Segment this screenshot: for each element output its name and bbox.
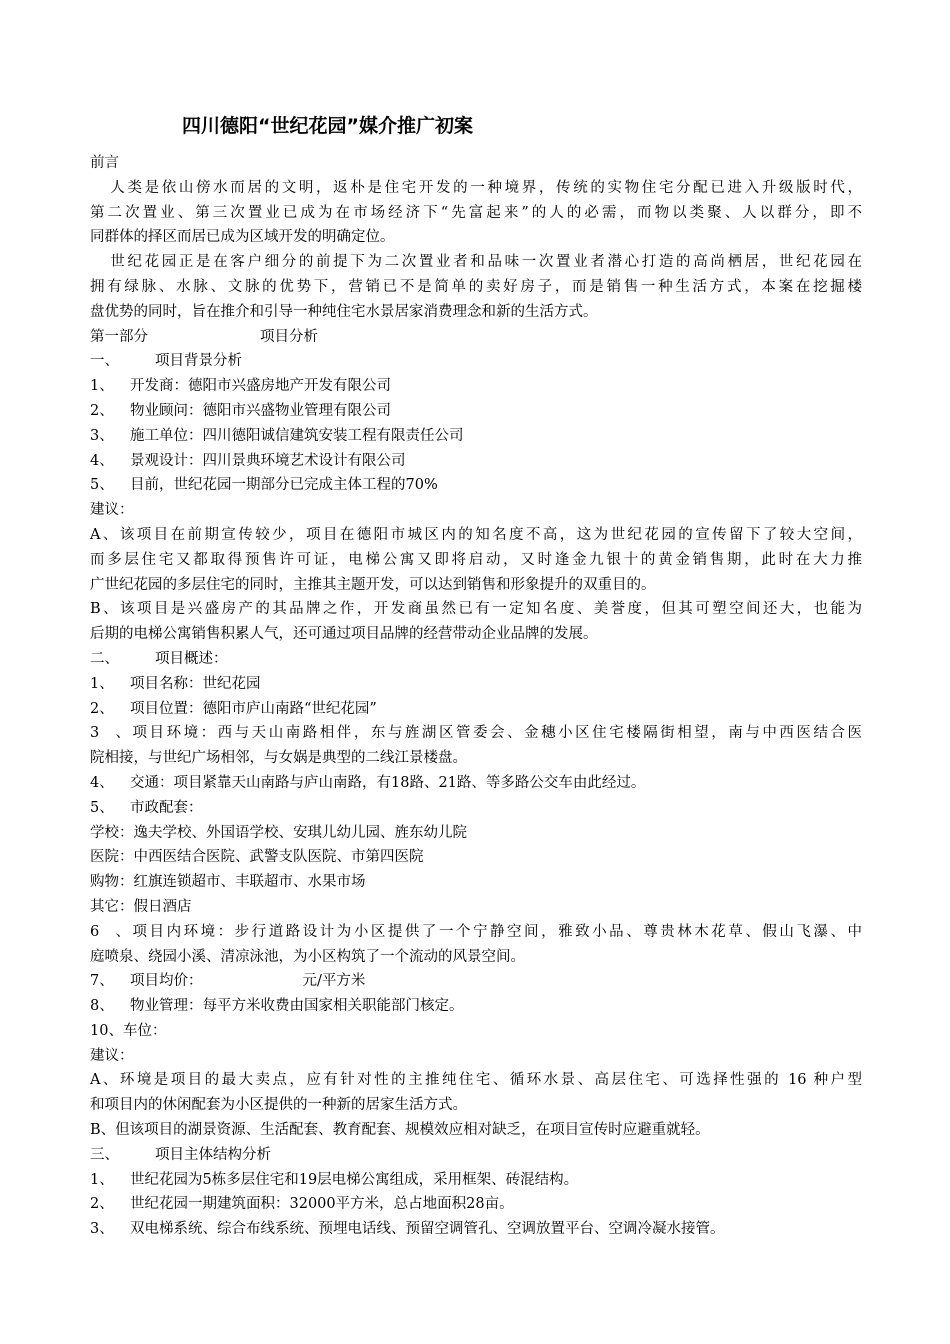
line-text: 同群体的择区而居已成为区域开发的明确定位。 <box>90 229 395 246</box>
text-line <box>90 721 862 746</box>
line-text: 交通：项目紧靠天山南路与庐山南路，有18路、21路、等多路公交车由此经过。 <box>130 774 646 791</box>
text-line <box>90 1093 862 1118</box>
text-line <box>90 1192 862 1217</box>
text-line <box>90 548 862 573</box>
line-number: 5、 <box>90 477 114 494</box>
line-text: 施工单位：四川德阳诚信建筑安装工程有限责任公司 <box>130 427 464 444</box>
line-number: 2、 <box>90 1196 114 1213</box>
line-number: 2、 <box>90 402 114 419</box>
line-number: 3、 <box>90 427 114 444</box>
line-number: 三、 <box>90 1146 119 1163</box>
line-number: 第一部分 <box>90 328 148 345</box>
line-text: 院相接，与世纪广场相邻，与女娲是典型的二线江景楼盘。 <box>90 750 467 767</box>
line-text: 世纪花园为5栋多层住宅和19层电梯公寓组成，采用框架、砖混结构。 <box>130 1171 579 1188</box>
text-line <box>90 424 862 449</box>
text-line <box>90 300 862 325</box>
line-text: 开发商：德阳市兴盛房地产开发有限公司 <box>130 378 391 395</box>
line-text: 市政配套： <box>130 799 203 816</box>
line-text: 项目环境：西与天山南路相伴，东与旌湖区管委会、金穗小区住宅楼隔街相望，南与中西医结合医 <box>130 725 862 742</box>
text-line <box>90 1044 862 1069</box>
line-text: 而多层住宅又都取得预售许可证，电梯公寓又即将启动，又时逢金九银十的黄金销售期，此时在大力推 <box>90 551 862 568</box>
line-text: 人类是依山傍水而居的文明，返朴是住宅开发的一种境界，传统的实物住宅分配已进入升级版时代， <box>110 179 862 196</box>
line-text: 物业管理：每平方米收费由国家相关职能部门核定。 <box>130 998 464 1015</box>
line-number: 3、 <box>90 725 130 742</box>
line-number: 1、 <box>90 675 114 692</box>
line-text: 医院：中西医结合医院、武警支队医院、市第四医院 <box>90 849 424 866</box>
text-line <box>90 969 862 994</box>
line-text: 景观设计：四川景典环境艺术设计有限公司 <box>130 452 406 469</box>
line-text: 后期的电梯公寓销售积累人气，还可通过项目品牌的经营带动企业品牌的发展。 <box>90 626 598 643</box>
text-line <box>90 1217 862 1242</box>
line-text: 项目均价： <box>130 973 203 990</box>
line-text: 第二次置业、第三次置业已成为在市场经济下“先富起来”的人的必需，而物以类聚、人以群分，即不 <box>90 204 862 221</box>
text-line <box>90 399 862 424</box>
line-text: 学校：逸夫学校、外国语学校、安琪儿幼儿园、旌东幼儿院 <box>90 824 467 841</box>
line-text: A、环境是项目的最大卖点，应有针对性的主推纯住宅、循环水景、高层住宅、可选择性强的 16 种户型 <box>90 1072 862 1089</box>
text-line <box>90 994 862 1019</box>
line-text: 项目概述： <box>155 650 228 667</box>
text-line <box>90 449 862 474</box>
text-line <box>90 325 862 350</box>
line-text: A、该项目在前期宣传较少，项目在德阳市城区内的知名度不高，这为世纪花园的宣传留下了较大空间， <box>90 526 862 543</box>
line-text: 购物：红旗连锁超市、丰联超市、水果市场 <box>90 874 366 891</box>
line-text: 前言 <box>90 155 119 171</box>
text-line <box>90 622 862 647</box>
text-line <box>90 1143 862 1168</box>
line-text: 项目主体结构分析 <box>155 1146 271 1163</box>
line-text: 建议： <box>90 502 134 519</box>
line-text: 庭喷泉、绕园小溪、清凉泳池，为小区构筑了一个流动的风景空间。 <box>90 948 525 965</box>
text-line <box>90 821 862 846</box>
text-line <box>90 498 862 523</box>
line-text: 盘优势的同时，旨在推介和引导一种纯住宅水景居家消费理念和新的生活方式。 <box>90 303 598 320</box>
line-text: B、但该项目的湖景资源、生活配套、教育配套、规模效应相对缺乏，在项目宣传时应避重就轻。 <box>90 1122 710 1139</box>
line-number: 4、 <box>90 774 114 791</box>
text-line <box>90 201 862 226</box>
text-line <box>90 945 862 970</box>
text-line <box>90 870 862 895</box>
line-text: 10、车位： <box>90 1022 167 1039</box>
text-line <box>90 647 862 672</box>
text-line <box>90 225 862 250</box>
line-text: 双电梯系统、综合布线系统、预埋电话线、预留空调管孔、空调放置平台、空调冷凝水接管。 <box>130 1221 725 1238</box>
line-number: 8、 <box>90 998 114 1015</box>
line-number: 二、 <box>90 650 119 667</box>
line-number: 2、 <box>90 700 114 717</box>
line-number: 5、 <box>90 799 114 816</box>
text-line <box>90 176 862 201</box>
text-line <box>90 573 862 598</box>
line-text: 项目内环境：步行道路设计为小区提供了一个宁静空间，雅致小品、尊贵林木花草、假山飞瀑、中 <box>130 923 862 940</box>
line-text: B、该项目是兴盛房产的其品牌之作，开发商虽然已有一定知名度、美誉度，但其可塑空间还大，也能为 <box>90 601 862 618</box>
text-line <box>90 523 862 548</box>
text-line <box>90 672 862 697</box>
line-number: 1、 <box>90 1171 114 1188</box>
text-line <box>90 1068 862 1093</box>
line-text: 广世纪花园的多层住宅的同时，主推其主题开发，可以达到销售和形象提升的双重目的。 <box>90 576 656 593</box>
document-title: 四川德阳“世纪花园”媒介推广初案 <box>182 115 473 137</box>
document-body <box>90 151 862 1242</box>
text-line <box>90 1168 862 1193</box>
line-text: 世纪花园正是在客户细分的前提下为二次置业者和品味一次置业者潜心打造的高尚栖居，世纪花园在 <box>110 254 862 271</box>
text-line <box>90 1118 862 1143</box>
text-line <box>90 275 862 300</box>
line-text: 建议： <box>90 1047 134 1064</box>
line-number: 3、 <box>90 1221 114 1238</box>
text-line <box>90 845 862 870</box>
text-line <box>90 374 862 399</box>
text-line <box>90 473 862 498</box>
line-number: 1、 <box>90 378 114 395</box>
line-text: 世纪花园一期建筑面积：32000平方米，总占地面积28亩。 <box>130 1196 514 1213</box>
text-line <box>90 771 862 796</box>
text-line <box>90 250 862 275</box>
line-text: 项目位置：德阳市庐山南路“世纪花园” <box>130 700 377 717</box>
line-text: 项目背景分析 <box>155 353 242 370</box>
text-line <box>90 895 862 920</box>
text-line <box>90 349 862 374</box>
text-line <box>90 697 862 722</box>
text-line <box>90 1019 862 1044</box>
text-line <box>90 597 862 622</box>
line-text: 其它：假日酒店 <box>90 898 192 915</box>
text-line <box>90 151 862 176</box>
line-text: 物业顾问：德阳市兴盛物业管理有限公司 <box>130 402 391 419</box>
line-number: 6、 <box>90 923 130 940</box>
line-text: 拥有绿脉、水脉、文脉的优势下，营销已不是简单的卖好房子，而是销售一种生活方式，本案在挖掘楼 <box>90 278 862 295</box>
line-text: 目前，世纪花园一期部分已完成主体工程的70% <box>130 477 438 494</box>
line-number: 4、 <box>90 452 114 469</box>
price-unit: 元/平方米 <box>302 973 366 990</box>
line-number: 7、 <box>90 973 114 990</box>
text-line <box>90 920 862 945</box>
line-text: 和项目内的休闲配套为小区提供的一种新的居家生活方式。 <box>90 1097 467 1114</box>
line-text: 项目分析 <box>260 328 318 345</box>
text-line <box>90 746 862 771</box>
line-number: 一、 <box>90 353 119 370</box>
line-text: 项目名称：世纪花园 <box>130 675 261 692</box>
text-line <box>90 796 862 821</box>
